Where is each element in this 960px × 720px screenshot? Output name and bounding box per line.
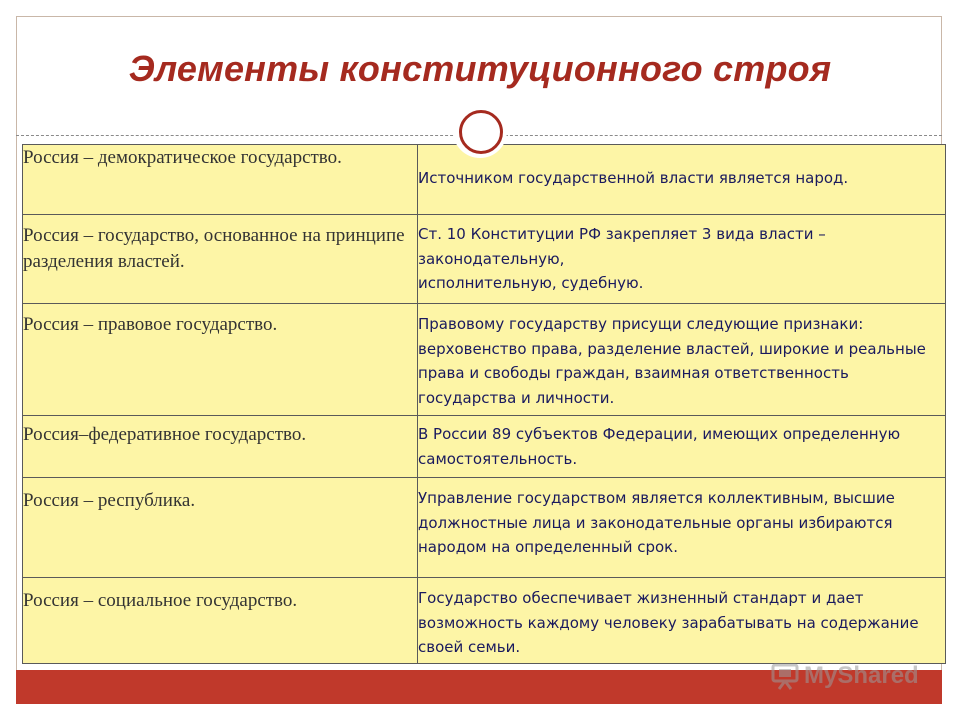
table-row [23, 416, 946, 478]
row-principle-cell: Россия–федеративное государство. [23, 416, 418, 478]
row-description-cell [418, 304, 946, 416]
watermark [770, 659, 919, 693]
row-description-cell [418, 416, 946, 478]
row-principle-cell: Россия – республика. [23, 478, 418, 578]
row-description-text: Ст. 10 Конституции РФ закрепляет 3 вида власти – законодательную, исполнительную, судебную. [418, 225, 826, 292]
row-principle-cell: Россия – демократическое государство. [23, 145, 418, 215]
row-description-text: Управление государством является коллективным, высшие должностные лица и законодательные органы избираются народом на определенный срок. [418, 489, 895, 556]
slide-title: Элементы конституционного строя [128, 48, 832, 89]
watermark-text: MyShared [804, 662, 919, 689]
row-description-cell [418, 215, 946, 304]
row-principle-cell: Россия – правовое государство. [23, 304, 418, 416]
table-row [23, 578, 946, 664]
row-description-text: Источником государственной власти является народ. [418, 169, 849, 187]
row-principle-cell: Россия – государство, основанное на принципе разделения властей. [23, 215, 418, 304]
row-description-text: Правовому государству присущи следующие признаки: верховенство права, разделение властей, широкие и реальные права и свободы граждан, взаимная ответственность государства и личности. [418, 315, 926, 407]
row-description-text: Государство обеспечивает жизненный стандарт и дает возможность каждому человеку зарабатывать на содержание своей семьи. [418, 589, 919, 656]
table-row [23, 304, 946, 416]
row-description-cell [418, 145, 946, 215]
table-row [23, 215, 946, 304]
constitution-elements-table [22, 144, 946, 664]
row-description-cell [418, 478, 946, 578]
presentation-icon [770, 661, 800, 691]
table-row [23, 478, 946, 578]
row-principle-cell: Россия – социальное государство. [23, 578, 418, 664]
decorative-circle-icon [459, 110, 503, 154]
row-description-cell [418, 578, 946, 664]
row-description-text: В России 89 субъектов Федерации, имеющих определенную самостоятельность. [418, 425, 901, 468]
